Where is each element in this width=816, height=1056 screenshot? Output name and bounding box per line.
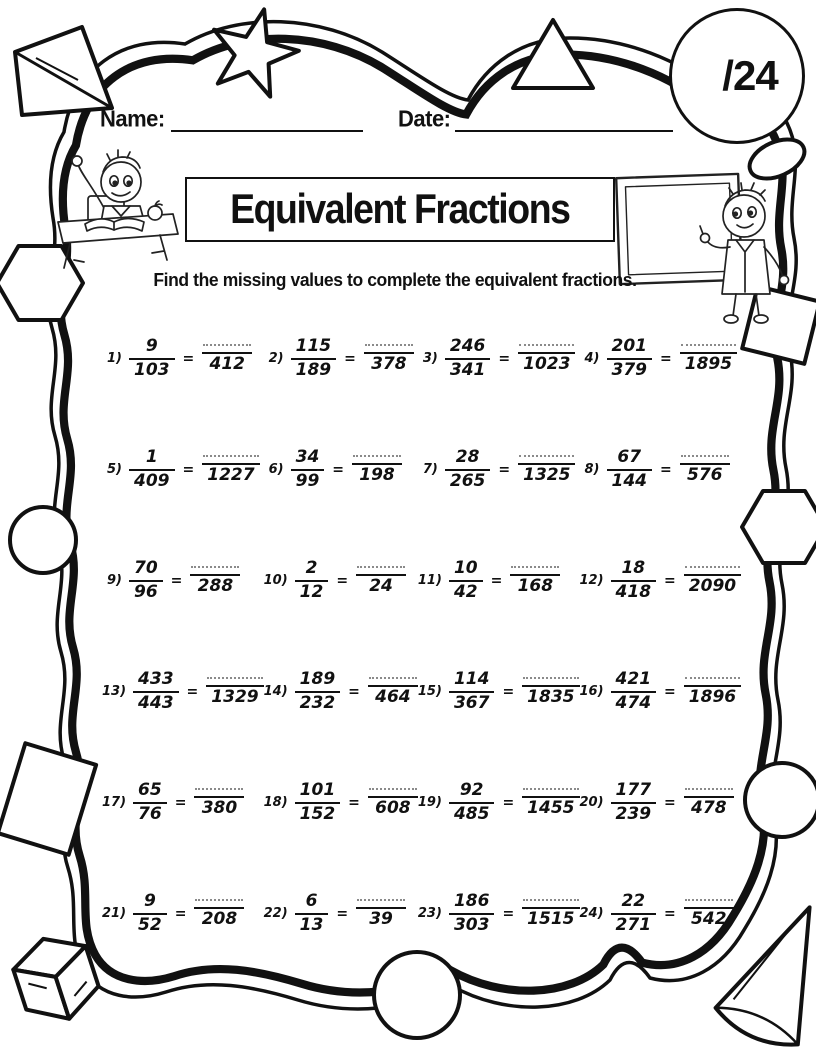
- answer-blank[interactable]: [681, 344, 736, 352]
- equals-sign: =: [664, 905, 676, 922]
- given-denominator: 13: [295, 913, 329, 934]
- answer-fraction: [684, 899, 734, 928]
- given-numerator: 9: [145, 336, 158, 357]
- given-numerator: 28: [455, 447, 480, 468]
- equals-sign: =: [664, 794, 676, 811]
- answer-fraction: [206, 677, 263, 706]
- answer-fraction: [368, 677, 418, 706]
- equals-sign: =: [498, 461, 511, 478]
- answer-denominator: 39: [356, 907, 406, 928]
- given-denominator: 76: [133, 802, 167, 823]
- equals-sign: =: [170, 572, 183, 589]
- given-numerator: 101: [299, 780, 336, 801]
- answer-fraction: [518, 344, 575, 373]
- equals-sign: =: [186, 683, 199, 700]
- circle-left-icon: [10, 507, 76, 573]
- given-fraction: [295, 893, 329, 934]
- answer-denominator: 24: [356, 574, 406, 595]
- problem: [580, 449, 742, 490]
- problem-number: 7): [422, 462, 438, 477]
- answer-blank[interactable]: [365, 344, 413, 352]
- name-label: Name:: [100, 105, 165, 132]
- given-fraction: [607, 338, 653, 379]
- given-fraction: [611, 671, 657, 712]
- equals-sign: =: [490, 572, 503, 589]
- equals-sign: =: [174, 905, 187, 922]
- answer-denominator: 412: [202, 352, 252, 373]
- given-numerator: 246: [449, 336, 486, 357]
- answer-blank[interactable]: [523, 788, 578, 796]
- problem: [102, 560, 264, 601]
- problem: [264, 671, 418, 712]
- given-numerator: 421: [615, 669, 652, 690]
- given-denominator: 99: [291, 469, 325, 490]
- problem-number: 6): [268, 462, 284, 477]
- problem: [418, 893, 580, 934]
- problem-number: 9): [107, 573, 122, 588]
- problem: [580, 671, 742, 712]
- square-left-icon: [0, 743, 96, 855]
- given-numerator: 6: [305, 891, 318, 912]
- date-blank-line[interactable]: [455, 110, 673, 132]
- equals-sign: =: [502, 794, 515, 811]
- answer-denominator: 608: [368, 796, 418, 817]
- answer-blank[interactable]: [685, 788, 733, 796]
- given-numerator: 70: [134, 558, 158, 579]
- answer-blank[interactable]: [195, 899, 243, 907]
- problem: [264, 338, 418, 379]
- equals-sign: =: [174, 794, 187, 811]
- problem: [418, 782, 580, 823]
- answer-denominator: 1329: [206, 685, 263, 706]
- problem-number: 24): [579, 906, 604, 921]
- answer-denominator: 1325: [518, 463, 575, 484]
- answer-fraction: [522, 788, 579, 817]
- given-denominator: 265: [445, 469, 491, 490]
- problem: [102, 671, 264, 712]
- given-fraction: [449, 782, 495, 823]
- given-fraction: [295, 782, 341, 823]
- answer-blank[interactable]: [195, 788, 243, 796]
- problem-number: 18): [263, 795, 288, 810]
- problem-number: 16): [579, 684, 604, 699]
- answer-fraction: [352, 455, 402, 484]
- given-fraction: [611, 893, 657, 934]
- given-numerator: 65: [138, 780, 162, 801]
- given-numerator: 10: [453, 558, 478, 579]
- given-denominator: 474: [611, 691, 657, 712]
- equals-sign: =: [502, 905, 515, 922]
- answer-denominator: 1455: [522, 796, 579, 817]
- given-numerator: 18: [621, 558, 646, 579]
- problem-number: 11): [417, 573, 442, 588]
- circle-right-icon: [745, 763, 816, 837]
- given-fraction: [611, 560, 657, 601]
- given-fraction: [129, 338, 175, 379]
- given-denominator: 409: [129, 469, 175, 490]
- given-denominator: 152: [295, 802, 341, 823]
- given-denominator: 42: [449, 580, 483, 601]
- given-denominator: 303: [449, 913, 495, 934]
- problem: [418, 449, 580, 490]
- problem: [264, 560, 418, 601]
- given-numerator: 2: [305, 558, 318, 579]
- answer-blank[interactable]: [207, 677, 262, 685]
- equals-sign: =: [660, 461, 672, 478]
- answer-denominator: 288: [190, 574, 240, 595]
- problem-number: 5): [107, 462, 122, 477]
- square-right-icon: [742, 286, 816, 364]
- problem: [580, 560, 742, 601]
- given-fraction: [291, 449, 325, 490]
- given-fraction: [449, 560, 483, 601]
- given-numerator: 67: [617, 447, 642, 468]
- answer-blank[interactable]: [519, 455, 574, 463]
- given-fraction: [445, 449, 491, 490]
- problem-number: 19): [417, 795, 442, 810]
- problem-number: 21): [102, 906, 127, 921]
- given-denominator: 96: [129, 580, 163, 601]
- problem: [102, 449, 264, 490]
- answer-fraction: [202, 455, 259, 484]
- answer-fraction: [202, 344, 252, 373]
- answer-denominator: 542: [684, 907, 734, 928]
- given-fraction: [133, 782, 167, 823]
- problem: [264, 449, 418, 490]
- problem: [102, 893, 264, 934]
- equals-sign: =: [348, 794, 360, 811]
- student-raising-hand-illustration: [58, 150, 178, 268]
- equals-sign: =: [182, 350, 195, 367]
- answer-denominator: 1023: [518, 352, 575, 373]
- answer-blank[interactable]: [685, 566, 740, 574]
- answer-denominator: 1835: [522, 685, 579, 706]
- answer-denominator: 1895: [680, 352, 737, 373]
- answer-blank[interactable]: [519, 344, 574, 352]
- answer-fraction: [194, 899, 244, 928]
- answer-blank[interactable]: [511, 566, 559, 574]
- given-denominator: 379: [607, 358, 653, 379]
- answer-denominator: 478: [684, 796, 734, 817]
- given-denominator: 144: [607, 469, 653, 490]
- given-denominator: 103: [129, 358, 175, 379]
- given-numerator: 177: [615, 780, 652, 801]
- answer-fraction: [356, 566, 406, 595]
- equals-sign: =: [498, 350, 511, 367]
- answer-blank[interactable]: [685, 677, 740, 685]
- triangular-prism-icon: [15, 27, 112, 115]
- name-date-row: [100, 106, 700, 132]
- answer-denominator: 576: [680, 463, 730, 484]
- equals-sign: =: [348, 683, 360, 700]
- equals-sign: =: [332, 461, 345, 478]
- given-denominator: 341: [445, 358, 491, 379]
- problem: [418, 671, 580, 712]
- answer-fraction: [522, 899, 579, 928]
- given-fraction: [133, 671, 179, 712]
- given-numerator: 22: [621, 891, 646, 912]
- answer-denominator: 464: [368, 685, 418, 706]
- answer-fraction: [684, 677, 741, 706]
- equals-sign: =: [182, 461, 195, 478]
- answer-fraction: [518, 455, 575, 484]
- problem-number: 8): [584, 462, 600, 477]
- given-numerator: 433: [138, 669, 174, 690]
- score-badge-label: /24: [722, 52, 778, 99]
- given-numerator: 114: [453, 669, 490, 690]
- answer-blank[interactable]: [357, 899, 405, 907]
- problem-number: 2): [268, 351, 284, 366]
- equals-sign: =: [502, 683, 515, 700]
- problem-number: 12): [579, 573, 604, 588]
- answer-denominator: 380: [194, 796, 244, 817]
- problem: [264, 893, 418, 934]
- answer-denominator: 168: [510, 574, 560, 595]
- answer-blank[interactable]: [353, 455, 401, 463]
- given-fraction: [129, 560, 163, 601]
- answer-blank[interactable]: [203, 344, 251, 352]
- given-fraction: [607, 449, 653, 490]
- problem-number: 4): [584, 351, 600, 366]
- equals-sign: =: [660, 350, 672, 367]
- problem-number: 10): [263, 573, 288, 588]
- problem-number: 17): [102, 795, 127, 810]
- answer-blank[interactable]: [357, 566, 405, 574]
- answer-fraction: [364, 344, 414, 373]
- problem: [264, 782, 418, 823]
- answer-fraction: [680, 344, 737, 373]
- given-numerator: 115: [295, 336, 332, 357]
- given-denominator: 367: [449, 691, 495, 712]
- equals-sign: =: [336, 905, 349, 922]
- answer-blank[interactable]: [681, 455, 729, 463]
- answer-blank[interactable]: [369, 788, 417, 796]
- date-label: Date:: [398, 105, 451, 132]
- given-denominator: 239: [611, 802, 657, 823]
- problem-number: 23): [417, 906, 442, 921]
- instruction-text: Find the missing values to complete the equivalent fractions.: [153, 269, 637, 291]
- answer-denominator: 208: [194, 907, 244, 928]
- given-denominator: 418: [611, 580, 657, 601]
- given-numerator: 189: [299, 669, 336, 690]
- problem: [102, 338, 264, 379]
- answer-fraction: [194, 788, 244, 817]
- answer-denominator: 1896: [684, 685, 741, 706]
- equals-sign: =: [344, 350, 356, 367]
- given-numerator: 34: [295, 447, 320, 468]
- answer-denominator: 1515: [522, 907, 579, 928]
- score-badge: [669, 8, 805, 144]
- given-fraction: [449, 671, 495, 712]
- given-fraction: [449, 893, 495, 934]
- problem: [580, 893, 742, 934]
- given-fraction: [291, 338, 337, 379]
- problem-number: 13): [102, 684, 127, 699]
- equals-sign: =: [664, 572, 676, 589]
- problem: [418, 560, 580, 601]
- answer-fraction: [680, 455, 730, 484]
- problem-number: 14): [263, 684, 288, 699]
- page-title: Equivalent Fractions: [230, 185, 570, 233]
- name-blank-line[interactable]: [171, 110, 363, 132]
- problem-number: 22): [263, 906, 288, 921]
- given-denominator: 271: [611, 913, 657, 934]
- answer-fraction: [190, 566, 240, 595]
- given-fraction: [611, 782, 657, 823]
- hexagon-right-icon: [742, 491, 816, 563]
- answer-blank[interactable]: [369, 677, 417, 685]
- given-numerator: 186: [453, 891, 490, 912]
- answer-blank[interactable]: [685, 899, 733, 907]
- given-fraction: [133, 893, 167, 934]
- answer-denominator: 1227: [202, 463, 259, 484]
- title-box: [185, 177, 615, 242]
- given-fraction: [295, 671, 341, 712]
- problem: [102, 782, 264, 823]
- given-denominator: 485: [449, 802, 495, 823]
- equals-sign: =: [336, 572, 349, 589]
- problem-number: 3): [422, 351, 438, 366]
- answer-fraction: [684, 788, 734, 817]
- given-numerator: 201: [611, 336, 647, 357]
- given-fraction: [295, 560, 329, 601]
- answer-denominator: 378: [364, 352, 414, 373]
- date-block: [398, 106, 673, 132]
- problem: [580, 338, 742, 379]
- problems-grid: [102, 303, 737, 969]
- problem-number: 20): [579, 795, 604, 810]
- answer-denominator: 2090: [684, 574, 741, 595]
- problem: [580, 782, 742, 823]
- answer-blank[interactable]: [523, 899, 578, 907]
- given-numerator: 1: [145, 447, 158, 468]
- given-denominator: 12: [295, 580, 329, 601]
- problem-number: 15): [417, 684, 442, 699]
- answer-blank[interactable]: [191, 566, 239, 574]
- answer-fraction: [368, 788, 418, 817]
- problem: [418, 338, 580, 379]
- answer-denominator: 198: [352, 463, 402, 484]
- given-fraction: [129, 449, 175, 490]
- answer-fraction: [522, 677, 579, 706]
- answer-fraction: [510, 566, 560, 595]
- answer-fraction: [356, 899, 406, 928]
- given-fraction: [445, 338, 491, 379]
- given-denominator: 52: [133, 913, 167, 934]
- answer-blank[interactable]: [523, 677, 578, 685]
- given-denominator: 189: [291, 358, 337, 379]
- answer-fraction: [684, 566, 741, 595]
- given-denominator: 232: [295, 691, 341, 712]
- problem-number: 1): [107, 351, 122, 366]
- given-numerator: 92: [459, 780, 484, 801]
- given-denominator: 443: [133, 691, 179, 712]
- equals-sign: =: [664, 683, 676, 700]
- answer-blank[interactable]: [203, 455, 258, 463]
- given-numerator: 9: [143, 891, 156, 912]
